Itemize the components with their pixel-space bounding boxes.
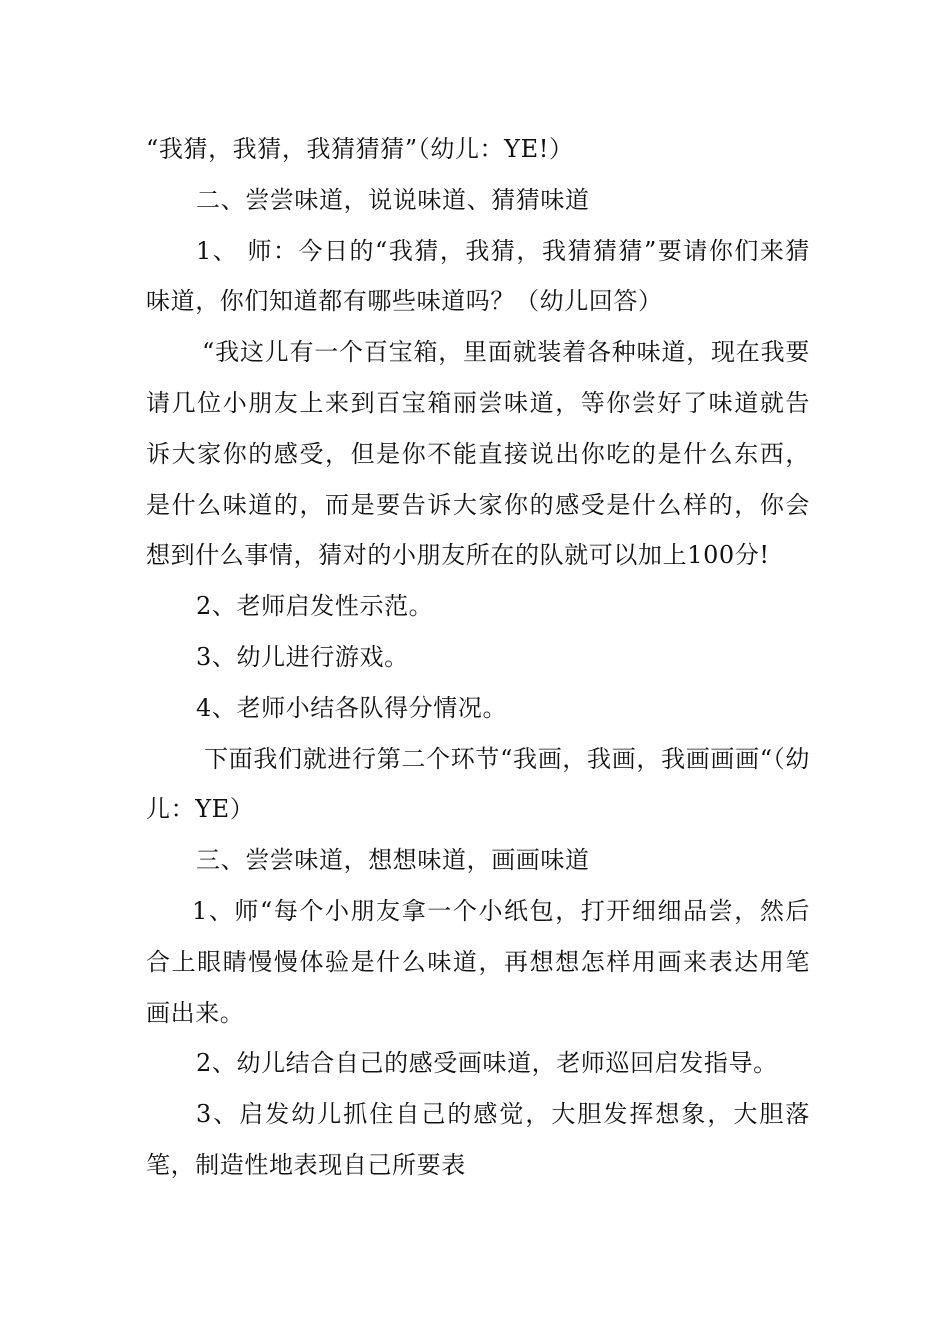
paragraph-draw-step-3: 3、启发幼儿抓住自己的感觉，大胆发挥想象，大胆落笔，制造性地表现自己所要表 — [146, 1100, 810, 1179]
paragraph-draw-step-1: 1、师“每个小朋友拿一个小纸包，打开细细品尝，然后合上眼睛慢慢体验是什么味道，再想想怎样用画来表达用笔画出来。 — [146, 896, 810, 1027]
paragraph-step-2-demo: 2、老师启发性示范。 — [196, 592, 434, 621]
paragraph-step-3-game: 3、幼儿进行游戏。 — [196, 642, 409, 671]
paragraph-treasure-box: “我这儿有一个百宝箱，里面就装着各种味道，现在我要请几位小朋友上来到百宝箱丽尝味道，等你尝好了味道就告诉大家你的感受，但是你不能直接说出你吃的是什么东西，是什么味道的，而是要告诉大家你的感受是什么样的，你会想到什么事情，猜对的小朋友所在的队就可以加上100分! — [146, 338, 810, 570]
paragraph-guess-chant: “我猜，我猜，我猜猜猜”（幼儿：YE!） — [146, 135, 574, 163]
document-body — [146, 124, 810, 1191]
paragraph-next-segment: 下面我们就进行第二个环节“我画，我画，我画画画“（幼儿：YE） — [146, 744, 810, 824]
section-heading-three: 三、尝尝味道，想想味道，画画味道 — [196, 846, 590, 875]
paragraph-step-4-summary: 4、老师小结各队得分情况。 — [196, 693, 508, 722]
section-heading-two: 二、尝尝味道，说说味道、猜猜味道 — [196, 185, 590, 214]
paragraph-step-1-teacher: 1、 师：今日的“我猜，我猜，我猜猜猜”要请你们来猜味道，你们知道都有哪些味道吗？（幼儿回答） — [146, 236, 810, 316]
paragraph-draw-step-2: 2、幼儿结合自己的感受画味道，老师巡回启发指导。 — [196, 1049, 778, 1078]
